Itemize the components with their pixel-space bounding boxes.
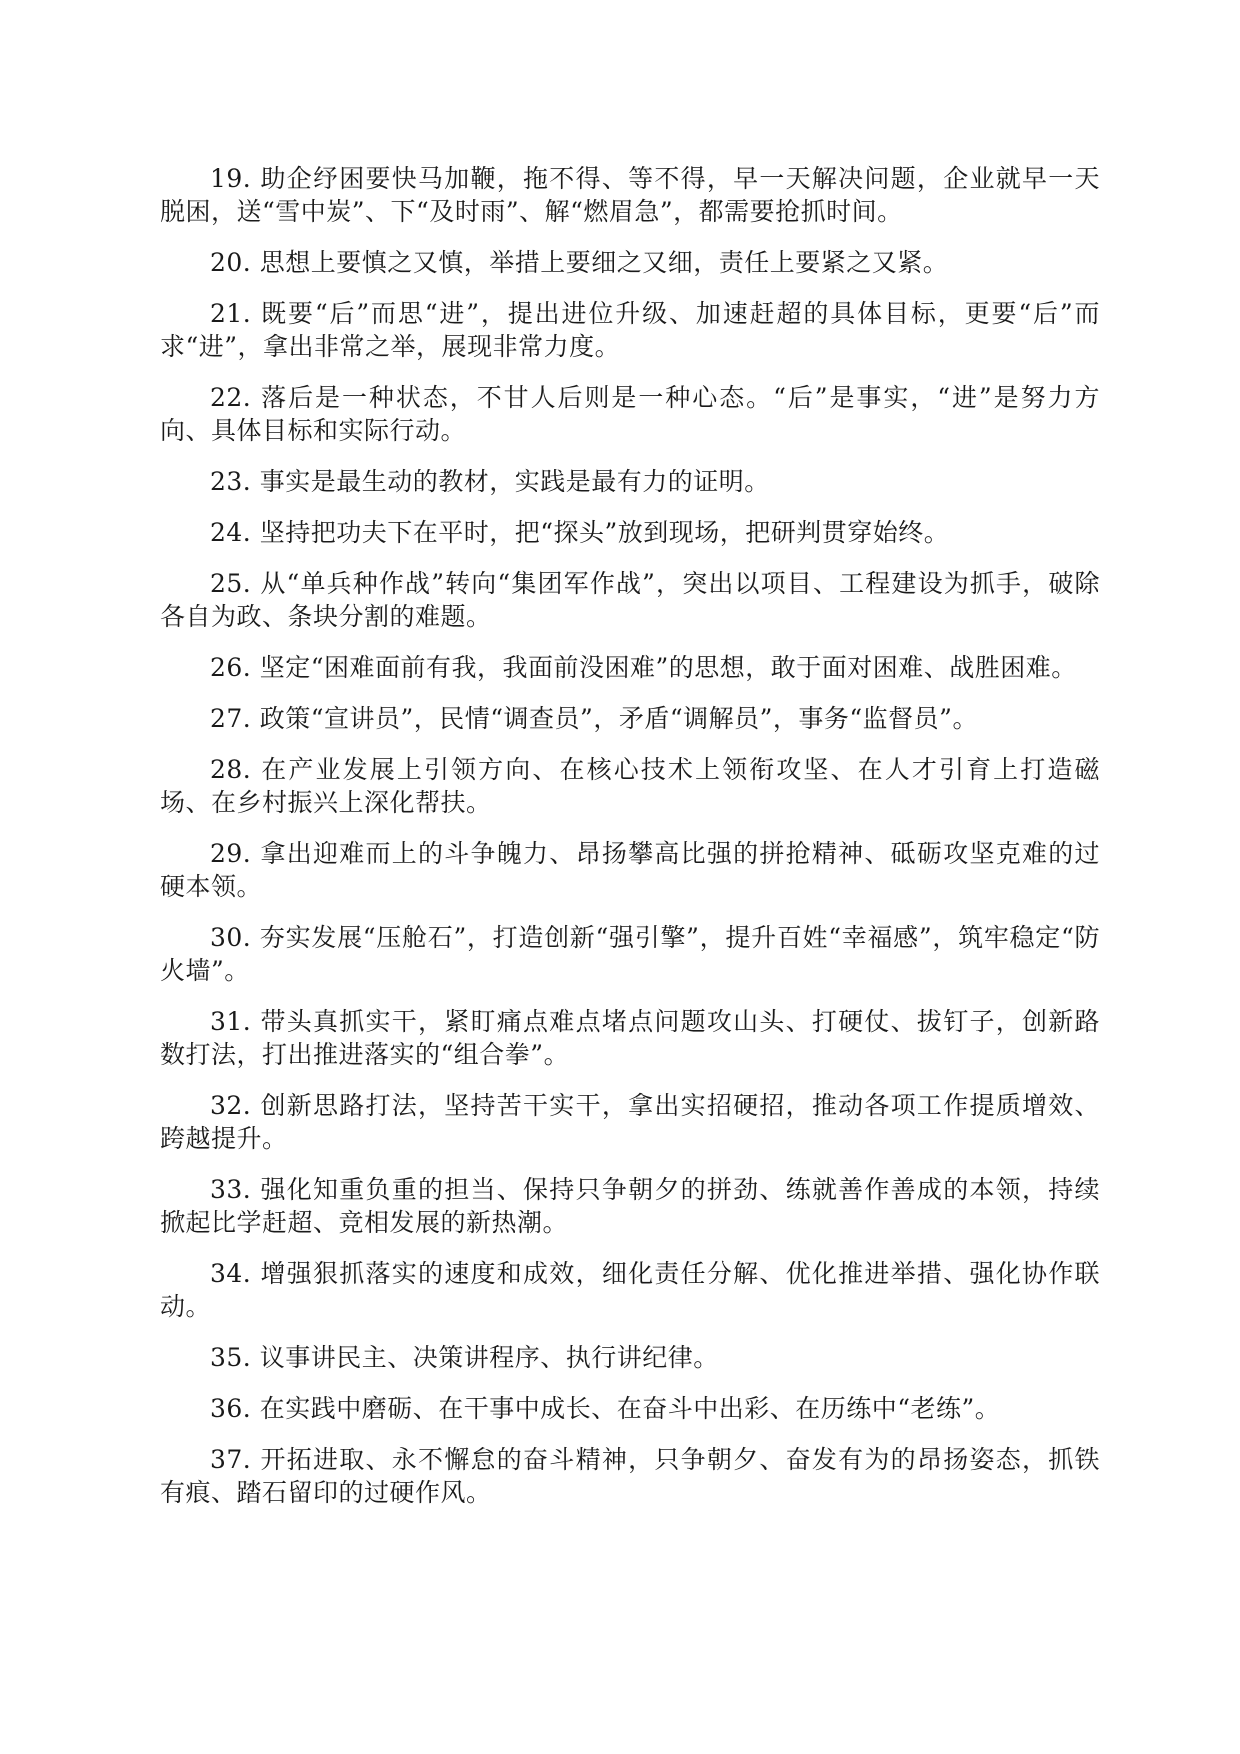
paragraph-20: 20. 思想上要慎之又慎，举措上要细之又细，责任上要紧之又紧。 [210,248,949,277]
paragraph-35: 35. 议事讲民主、决策讲程序、执行讲纪律。 [210,1343,719,1372]
paragraph-37: 37. 开拓进取、永不懈怠的奋斗精神，只争朝夕、奋发有为的昂扬姿态，抓铁有痕、踏石留印的过硬作风。 [160,1445,1100,1507]
paragraph-22: 22. 落后是一种状态，不甘人后则是一种心态。“后”是事实，“进”是努力方向、具体目标和实际行动。 [160,383,1100,445]
paragraph-21: 21. 既要“后”而思“进”，提出进位升级、加速赶超的具体目标，更要“后”而求“进”，拿出非常之举，展现非常力度。 [160,299,1100,361]
paragraph-30: 30. 夯实发展“压舱石”，打造创新“强引擎”，提升百姓“幸福感”，筑牢稳定“防火墙”。 [160,923,1100,985]
paragraph-29: 29. 拿出迎难而上的斗争魄力、昂扬攀高比强的拼抢精神、砥砺攻坚克难的过硬本领。 [160,839,1100,901]
document-body [160,162,1100,1527]
paragraph-31: 31. 带头真抓实干，紧盯痛点难点堵点问题攻山头、打硬仗、拔钉子，创新路数打法，打出推进落实的“组合拳”。 [160,1007,1100,1069]
paragraph-33: 33. 强化知重负重的担当、保持只争朝夕的拼劲、练就善作善成的本领，持续掀起比学赶超、竞相发展的新热潮。 [160,1175,1100,1237]
paragraph-36: 36. 在实践中磨砺、在干事中成长、在奋斗中出彩、在历练中“老练”。 [210,1394,1001,1423]
paragraph-34: 34. 增强狠抓落实的速度和成效，细化责任分解、优化推进举措、强化协作联动。 [160,1259,1100,1321]
paragraph-24: 24. 坚持把功夫下在平时，把“探头”放到现场，把研判贯穿始终。 [210,518,950,547]
paragraph-25: 25. 从“单兵种作战”转向“集团军作战”，突出以项目、工程建设为抓手，破除各自为政、条块分割的难题。 [160,569,1100,631]
paragraph-26: 26. 坚定“困难面前有我，我面前没困难”的思想，敢于面对困难、战胜困难。 [210,653,1077,682]
paragraph-19: 19. 助企纾困要快马加鞭，拖不得、等不得，早一天解决问题，企业就早一天脱困，送“雪中炭”、下“及时雨”、解“燃眉急”，都需要抢抓时间。 [160,164,1100,226]
paragraph-23: 23. 事实是最生动的教材，实践是最有力的证明。 [210,467,770,496]
paragraph-32: 32. 创新思路打法，坚持苦干实干，拿出实招硬招，推动各项工作提质增效、跨越提升。 [160,1091,1100,1153]
paragraph-27: 27. 政策“宣讲员”，民情“调查员”，矛盾“调解员”，事务“监督员”。 [210,704,978,733]
paragraph-28: 28. 在产业发展上引领方向、在核心技术上领衔攻坚、在人才引育上打造磁场、在乡村振兴上深化帮扶。 [160,755,1100,817]
